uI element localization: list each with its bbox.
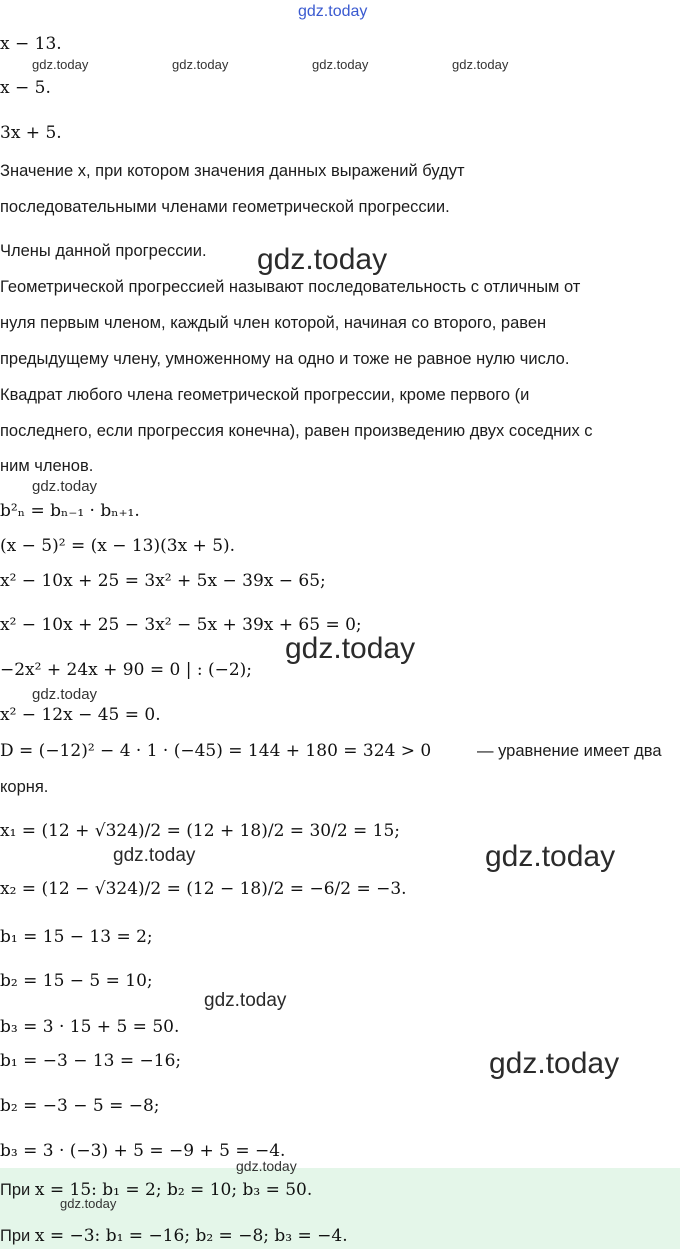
- geometric-mean-formula: b²ₙ = bₙ₋₁ · bₙ₊₁.: [0, 501, 140, 521]
- watermark: gdz.today: [485, 840, 616, 873]
- equation-simplify: −2x² + 24x + 90 = 0 | : (−2);: [0, 660, 253, 680]
- solution-text-line: предыдущему члену, умноженному на одно и тоже не равное нулю число.: [0, 350, 570, 368]
- answer-line-1: [0, 1179, 312, 1201]
- equation-substitution: (x − 5)² = (x − 13)(3x + 5).: [0, 536, 236, 556]
- watermark: gdz.today: [452, 57, 509, 72]
- watermark: gdz.today: [298, 3, 368, 20]
- term-b3-case2: b₃ = 3 · (−3) + 5 = −9 + 5 = −4.: [0, 1141, 286, 1161]
- watermark: gdz.today: [489, 1047, 620, 1080]
- given-expression-1: x − 13.: [0, 34, 62, 54]
- given-expression-3: 3x + 5.: [0, 123, 62, 143]
- watermark: gdz.today: [60, 1196, 117, 1211]
- solution-text-line: последнего, если прогрессия конечна), равен произведению двух соседних с: [0, 422, 593, 440]
- term-b1-case1: b₁ = 15 − 13 = 2;: [0, 927, 153, 947]
- discriminant-formula: D = (−12)² − 4 · 1 · (−45) = 144 + 180 = 324 > 0: [0, 741, 432, 761]
- term-b3-case1: b₃ = 3 · 15 + 5 = 50.: [0, 1017, 180, 1037]
- equation-reduced: x² − 12x − 45 = 0.: [0, 705, 161, 725]
- task-text-line: Значение x, при котором значения данных выражений будут: [0, 162, 465, 180]
- watermark: gdz.today: [32, 686, 98, 703]
- watermark: gdz.today: [172, 57, 229, 72]
- answer-prefix: При: [0, 1181, 31, 1199]
- solution-text-line: Геометрической прогрессией называют последовательность с отличным от: [0, 278, 581, 296]
- watermark: gdz.today: [285, 632, 416, 665]
- watermark: gdz.today: [113, 845, 196, 866]
- watermark: gdz.today: [312, 57, 369, 72]
- watermark: gdz.today: [204, 990, 287, 1011]
- answer-values-2: x = −3: b₁ = −16; b₂ = −8; b₃ = −4.: [34, 1226, 348, 1246]
- watermark: gdz.today: [257, 243, 388, 276]
- term-b1-case2: b₁ = −3 − 13 = −16;: [0, 1051, 182, 1071]
- task-text-line: последовательными членами геометрической прогрессии.: [0, 198, 450, 216]
- equation-move: x² − 10x + 25 − 3x² − 5x + 39x + 65 = 0;: [0, 615, 362, 635]
- root-x2: x₂ = (12 − √324)/2 = (12 − 18)/2 = −6/2 = −3.: [0, 879, 407, 899]
- term-b2-case2: b₂ = −3 − 5 = −8;: [0, 1096, 160, 1116]
- watermark: gdz.today: [32, 478, 98, 495]
- answer-line-2: [0, 1225, 348, 1247]
- term-b2-case1: b₂ = 15 − 5 = 10;: [0, 971, 153, 991]
- discriminant-note-continued: корня.: [0, 778, 49, 796]
- solution-text-line: Члены данной прогрессии.: [0, 242, 207, 260]
- equation-expand: x² − 10x + 25 = 3x² + 5x − 39x − 65;: [0, 571, 326, 591]
- discriminant-note: — уравнение имеет два: [477, 742, 662, 760]
- solution-text-line: нуля первым членом, каждый член которой, начиная со второго, равен: [0, 314, 547, 332]
- solution-text-line: Квадрат любого члена геометрической прогрессии, кроме первого (и: [0, 386, 530, 404]
- given-expression-2: x − 5.: [0, 78, 51, 98]
- watermark: gdz.today: [32, 57, 89, 72]
- answer-values-1: x = 15: b₁ = 2; b₂ = 10; b₃ = 50.: [34, 1180, 313, 1200]
- answer-prefix: При: [0, 1227, 31, 1245]
- solution-text-line: ним членов.: [0, 457, 94, 475]
- root-x1: x₁ = (12 + √324)/2 = (12 + 18)/2 = 30/2 = 15;: [0, 821, 401, 841]
- watermark: gdz.today: [236, 1158, 297, 1174]
